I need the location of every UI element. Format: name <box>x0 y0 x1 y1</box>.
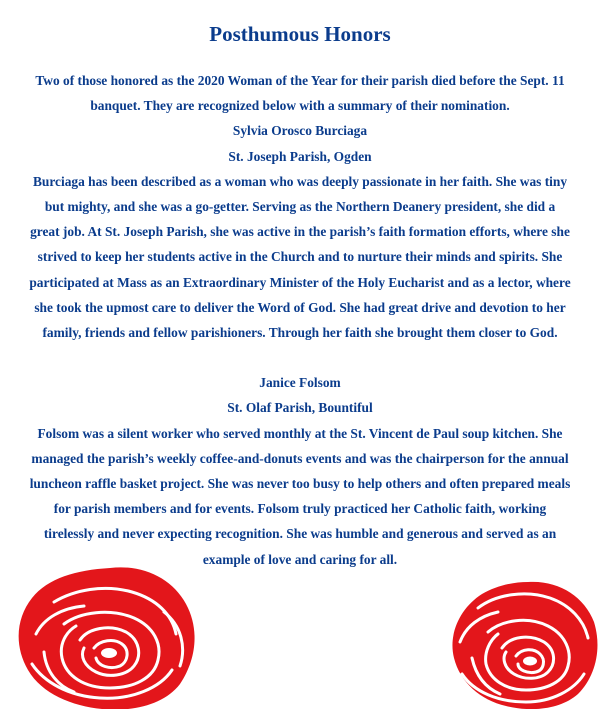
summary-line: but mighty, and she was a go-getter. Serving as the Northern Deanery president, she did a <box>44 199 556 215</box>
rose-icon <box>450 578 600 709</box>
article-body <box>22 68 578 572</box>
honoree-section <box>22 118 578 345</box>
page-title: Posthumous Honors <box>209 22 391 46</box>
rose-center <box>101 648 117 658</box>
summary-line: managed the parish’s weekly coffee-and-donuts events and was the chairperson for the annual <box>31 450 569 466</box>
summary-line: for parish members and for events. Folsom truly practiced her Catholic faith, working <box>53 501 547 517</box>
honoree-name: Sylvia Orosco Burciaga <box>232 123 368 139</box>
honoree-section <box>22 370 578 572</box>
summary-line: Folsom was a silent worker who served monthly at the St. Vincent de Paul soup kitchen. She <box>37 425 563 441</box>
honoree-parish: St. Joseph Parish, Ogden <box>228 148 372 164</box>
intro-line: Two of those honored as the 2020 Woman of the Year for their parish died before the Sept. 11 <box>35 73 565 88</box>
summary-line: family, friends and fellow parishioners. Through her faith she brought them closer to God. <box>42 325 558 341</box>
rose-center <box>523 657 537 666</box>
summary-line: example of love and caring for all. <box>202 551 398 567</box>
summary-line: participated at Mass as an Extraordinary Minister of the Holy Eucharist and as a lector, where <box>29 274 571 290</box>
rose-icon <box>14 562 199 709</box>
honoree-name: Janice Folsom <box>259 375 341 391</box>
summary-line: luncheon raffle basket project. She was never too busy to help others and often prepared meals <box>29 476 571 492</box>
summary-line: she took the upmost care to deliver the Word of God. She had great drive and devotion to her <box>34 299 566 315</box>
honoree-parish: St. Olaf Parish, Bountiful <box>227 400 373 416</box>
summary-line: tirelessly and never expecting recognition. She was humble and generous and served as an <box>43 526 557 542</box>
summary-line: strived to keep her students active in the Church and to nurture their minds and spirits. She <box>37 249 563 265</box>
intro-line: banquet. They are recognized below with a summary of their nomination. <box>90 98 510 114</box>
summary-line: Burciaga has been described as a woman who was deeply passionate in her faith. She was tiny <box>32 173 568 189</box>
summary-line: great job. At St. Joseph Parish, she was active in the parish’s faith formation efforts, where she <box>30 224 570 240</box>
section-spacer <box>22 345 578 370</box>
